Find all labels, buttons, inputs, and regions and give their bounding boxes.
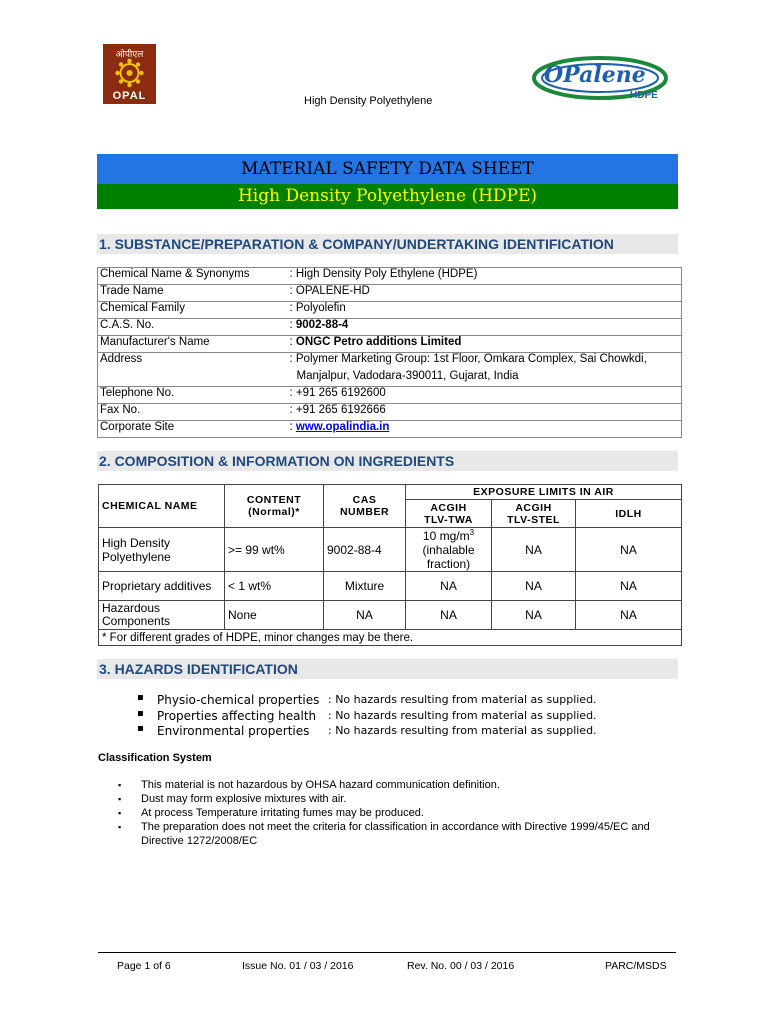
- chemical-name-cell: Hazardous Components: [99, 601, 225, 630]
- col-header-chemical: CHEMICAL NAME: [99, 485, 225, 528]
- id-key: Trade Name: [98, 285, 288, 302]
- stel-cell: NA: [492, 528, 576, 572]
- twa-cell: NA: [406, 601, 492, 630]
- id-key: Corporate Site: [98, 421, 288, 438]
- table-row: [98, 336, 682, 353]
- col-header-exposure: EXPOSURE LIMITS IN AIR: [406, 485, 682, 500]
- col-header-cas: CAS NUMBER: [324, 485, 406, 528]
- idlh-cell: NA: [576, 601, 682, 630]
- stel-cell: NA: [492, 601, 576, 630]
- id-key: Address: [98, 353, 288, 370]
- footer-page: Page 1 of 6: [117, 960, 171, 972]
- composition-table: [98, 484, 682, 646]
- chemical-name-cell: Proprietary additives: [99, 572, 225, 601]
- id-key: Fax No.: [98, 404, 288, 421]
- content-cell: >= 99 wt%: [225, 528, 324, 572]
- footer-code: PARC/MSDS: [605, 960, 667, 972]
- opal-logo: [103, 44, 156, 104]
- id-key: C.A.S. No.: [98, 319, 288, 336]
- table-row: [98, 285, 682, 302]
- corporate-site-link[interactable]: www.opalindia.in: [295, 421, 390, 433]
- hazard-value: : No hazards resulting from material as supplied.: [328, 709, 597, 722]
- title-banner-main: [97, 154, 678, 184]
- manufacturer-value: ONGC Petro additions Limited: [295, 336, 462, 348]
- id-colon: :: [289, 319, 296, 331]
- address-line-2: Manjalpur, Vadodara-390011, Gujarat, India: [288, 370, 682, 387]
- table-row: [98, 268, 682, 285]
- list-item: [137, 709, 677, 725]
- table-row: [99, 601, 682, 630]
- opalene-logo-sub: HDPE: [630, 90, 658, 101]
- chemical-name-cell: High Density Polyethylene: [99, 528, 225, 572]
- section-3-heading: 3. HAZARDS IDENTIFICATION: [97, 659, 678, 679]
- list-item: ▪ Dust may form explosive mixtures with air.: [118, 792, 678, 806]
- hazard-label: Properties affecting health: [157, 709, 317, 723]
- table-row: [98, 421, 682, 438]
- id-value: : Polymer Marketing Group: 1st Floor, Omkara Complex, Sai Chowkdi,: [288, 353, 682, 370]
- hazard-value: : No hazards resulting from material as supplied.: [328, 693, 597, 706]
- idlh-cell: NA: [576, 528, 682, 572]
- opal-logo-word: OPAL: [112, 90, 147, 102]
- list-item: [137, 693, 677, 709]
- table-row: [98, 370, 682, 387]
- content-cell: < 1 wt%: [225, 572, 324, 601]
- table-row: [99, 528, 682, 572]
- bullet-icon: ▪: [137, 708, 144, 719]
- col-header-twa: ACGIH TLV-TWA: [406, 500, 492, 528]
- twa-cell: 10 $mg/m^3$ (inhalable fraction): [406, 528, 492, 572]
- idlh-cell: NA: [576, 572, 682, 601]
- twa-cell: NA: [406, 572, 492, 601]
- classification-list: [118, 778, 678, 848]
- cas-cell: 9002-88-4: [324, 528, 406, 572]
- composition-footnote: * For different grades of HDPE, minor changes may be there.: [99, 630, 682, 646]
- opal-emblem-icon: [111, 58, 148, 88]
- hazard-label: Environmental properties: [157, 724, 310, 738]
- identification-table: [97, 267, 682, 438]
- footer-issue: Issue No. 01 / 03 / 2016: [242, 960, 354, 972]
- table-row: [98, 319, 682, 336]
- section-2-heading: 2. COMPOSITION & INFORMATION ON INGREDIENTS: [97, 451, 678, 471]
- table-row: [99, 572, 682, 601]
- hazard-value: : No hazards resulting from material as supplied.: [328, 724, 597, 737]
- cas-number-value: 9002-88-4: [295, 319, 349, 331]
- table-row: [98, 302, 682, 319]
- bullet-icon: ▪: [137, 723, 144, 734]
- col-header-content: CONTENT (Normal)*: [225, 485, 324, 528]
- footer-divider: [98, 952, 676, 953]
- table-row: [98, 404, 682, 421]
- table-header-row: [99, 485, 682, 500]
- id-key: Chemical Family: [98, 302, 288, 319]
- footer-revision: Rev. No. 00 / 03 / 2016: [407, 960, 515, 972]
- id-value: : OPALENE-HD: [288, 285, 682, 302]
- id-key: Telephone No.: [98, 387, 288, 404]
- cas-cell: Mixture: [324, 572, 406, 601]
- id-key: Manufacturer's Name: [98, 336, 288, 353]
- id-value: : +91 265 6192666: [288, 404, 682, 421]
- content-cell: None: [225, 601, 324, 630]
- id-colon: :: [289, 336, 296, 348]
- bullet-icon: ▪: [137, 692, 144, 703]
- id-key: Chemical Name & Synonyms: [98, 268, 288, 285]
- section-1-heading: 1. SUBSTANCE/PREPARATION & COMPANY/UNDERTAKING IDENTIFICATION: [97, 234, 678, 254]
- list-item: ▪ At process Temperature irritating fumes may be produced.: [118, 806, 678, 820]
- classification-title: Classification System: [98, 752, 212, 764]
- table-row: [98, 353, 682, 370]
- list-item: ▪ The preparation does not meet the criteria for classification in accordance with Directive 1999/45/EC and Directive 1272/2008/EC: [118, 820, 678, 848]
- cas-cell: NA: [324, 601, 406, 630]
- banner-subtitle: High Density Polyethylene (HDPE): [237, 186, 538, 206]
- id-value: : Polyolefin: [288, 302, 682, 319]
- document-header-title: High Density Polyethylene: [304, 95, 433, 107]
- opalene-logo-word: OPalene: [544, 62, 646, 88]
- id-value: : +91 265 6192600: [288, 387, 682, 404]
- banner-title: MATERIAL SAFETY DATA SHEET: [241, 159, 534, 179]
- id-value: : High Density Poly Ethylene (HDPE): [288, 268, 682, 285]
- id-colon: :: [289, 421, 296, 433]
- title-banner-sub: [97, 184, 678, 209]
- stel-cell: NA: [492, 572, 576, 601]
- opalene-logo: [530, 52, 672, 106]
- list-item: [137, 724, 677, 740]
- hazard-label: Physio-chemical properties: [157, 693, 320, 707]
- table-footnote-row: [99, 630, 682, 646]
- opal-logo-hindi: ओपीएल: [115, 49, 144, 59]
- list-item: ▪ This material is not hazardous by OHSA hazard communication definition.: [118, 778, 678, 792]
- col-header-stel: ACGIH TLV-STEL: [492, 500, 576, 528]
- col-header-idlh: IDLH: [576, 500, 682, 528]
- table-row: [98, 387, 682, 404]
